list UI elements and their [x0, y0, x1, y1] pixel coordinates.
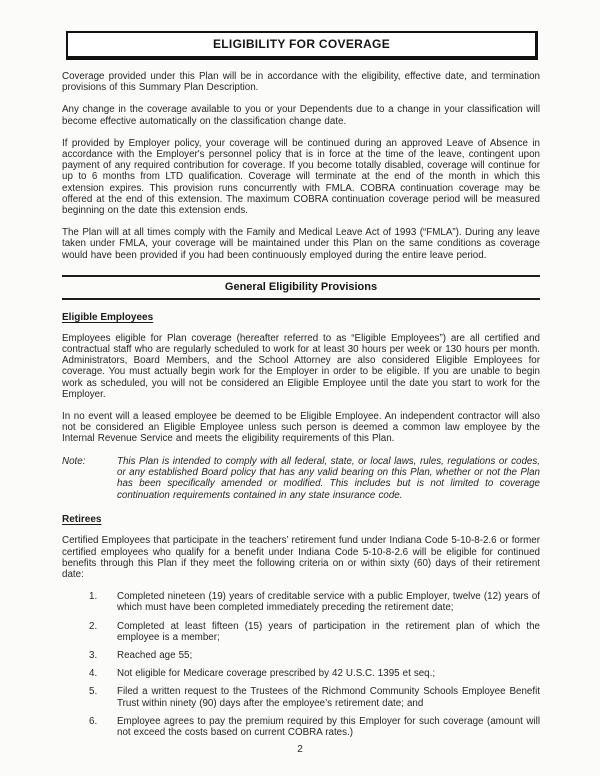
list-item-number: 5. [89, 686, 98, 698]
intro-paragraph: Any change in the coverage available to you or your Dependents due to a change in your classification will become effective automatically on the classification change date. [62, 104, 540, 127]
list-item-number: 6. [89, 715, 98, 727]
list-item-text: Employee agrees to pay the premium required by this Employer for such coverage (amount will not exceed the costs based on current COBRA rates.) [117, 715, 540, 738]
list-item-text: Reached age 55; [117, 649, 193, 661]
section-header: General Eligibility Provisions [62, 275, 540, 300]
list-item [62, 716, 540, 738]
list-item-number: 4. [89, 668, 98, 680]
intro-paragraph: Coverage provided under this Plan will be in accordance with the eligibility, effective date, and termination provisions of this Summary Plan Description. [62, 71, 540, 94]
note-block [62, 456, 540, 502]
list-item-text: Completed nineteen (19) years of creditable service with a public Employer, twelve (12) years of which must have been completed immediately preceding the retirement date; [117, 591, 540, 614]
retirees-heading: Retirees [62, 514, 102, 526]
page-title: ELIGIBILITY FOR COVERAGE [66, 31, 538, 60]
eligible-employees-paragraph: Employees eligible for Plan coverage (hereafter referred to as “Eligible Employees”) are all certified and contractual staff who are regularly scheduled to work for at least 30 hours per week or 130 hours per month. Administrators, Board Members, and the School Attorney are also considered Eligible Employees for coverage. You must actually begin work for the Employer in order to be eligible. If you are unable to begin work as scheduled, you will not be considered an Eligible Employee until the date you start to work for the Employer. [62, 332, 540, 400]
list-item [62, 591, 540, 613]
list-item-text: Completed at least fifteen (15) years of participation in the retirement plan of which the employee is a member; [117, 620, 540, 643]
list-item-number: 2. [89, 620, 98, 632]
note-label: Note: [62, 455, 86, 467]
note-text: This Plan is intended to comply with all federal, state, or local laws, rules, regulations or codes, or any established Board policy that has any valid bearing on this Plan, whether or not the Plan has been specifically amended or modified. This includes but is not limited to coverage continuation requirements contained in any state insurance code. [117, 455, 540, 501]
list-item [62, 668, 540, 679]
list-item-number: 3. [89, 649, 98, 661]
list-item-text: Filed a written request to the Trustees of the Richmond Community Schools Employee Benefit Trust within ninety (90) days after the employee’s retirement date; and [117, 686, 540, 709]
retirees-criteria-list [62, 591, 540, 738]
intro-paragraph: If provided by Employer policy, your coverage will be continued during an approved Leave of Absence in accordance with the Employer's personnel policy that is in force at the time of the leave, contingent upon payment of any required contribution for coverage. If you become totally disabled, coverage will continue for up to 6 months from LTD qualification. Coverage will terminate at the end of the month in which this extension expires. This provision runs concurrently with FMLA. COBRA continuation coverage may be offered at the end of this extension. The maximum COBRA continuation coverage period will be measured beginning on the date this extension ends. [62, 137, 540, 217]
page-number: 2 [297, 744, 303, 755]
list-item [62, 621, 540, 643]
retirees-intro-paragraph: Certified Employees that participate in the teachers’ retirement fund under Indiana Code 5-10-8-2.6 or former certified employees who qualify for a benefit under Indiana Code 5-10-8-2.6 will be eligible for continued benefits through this Plan if they meet the following criteria on or within sixty (60) days of their retirement date: [62, 535, 540, 580]
list-item-number: 1. [89, 591, 98, 603]
eligible-employees-heading: Eligible Employees [62, 311, 154, 323]
list-item [62, 686, 540, 708]
intro-paragraph: The Plan will at all times comply with the Family and Medical Leave Act of 1993 (“FMLA”). During any leave taken under FMLA, your coverage will be maintained under this Plan on the same conditions as coverage would have been provided if you had been continuously employed during the entire leave period. [62, 227, 540, 261]
eligible-employees-paragraph: In no event will a leased employee be deemed to be Eligible Employee. An independent contractor will also not be considered an Eligible Employee unless such person is deemed a common law employee by the Internal Revenue Service and meets the eligibility requirements of this Plan. [62, 411, 540, 445]
list-item-text: Not eligible for Medicare coverage prescribed by 42 U.S.C. 1395 et seq.; [117, 668, 436, 680]
list-item [62, 650, 540, 661]
